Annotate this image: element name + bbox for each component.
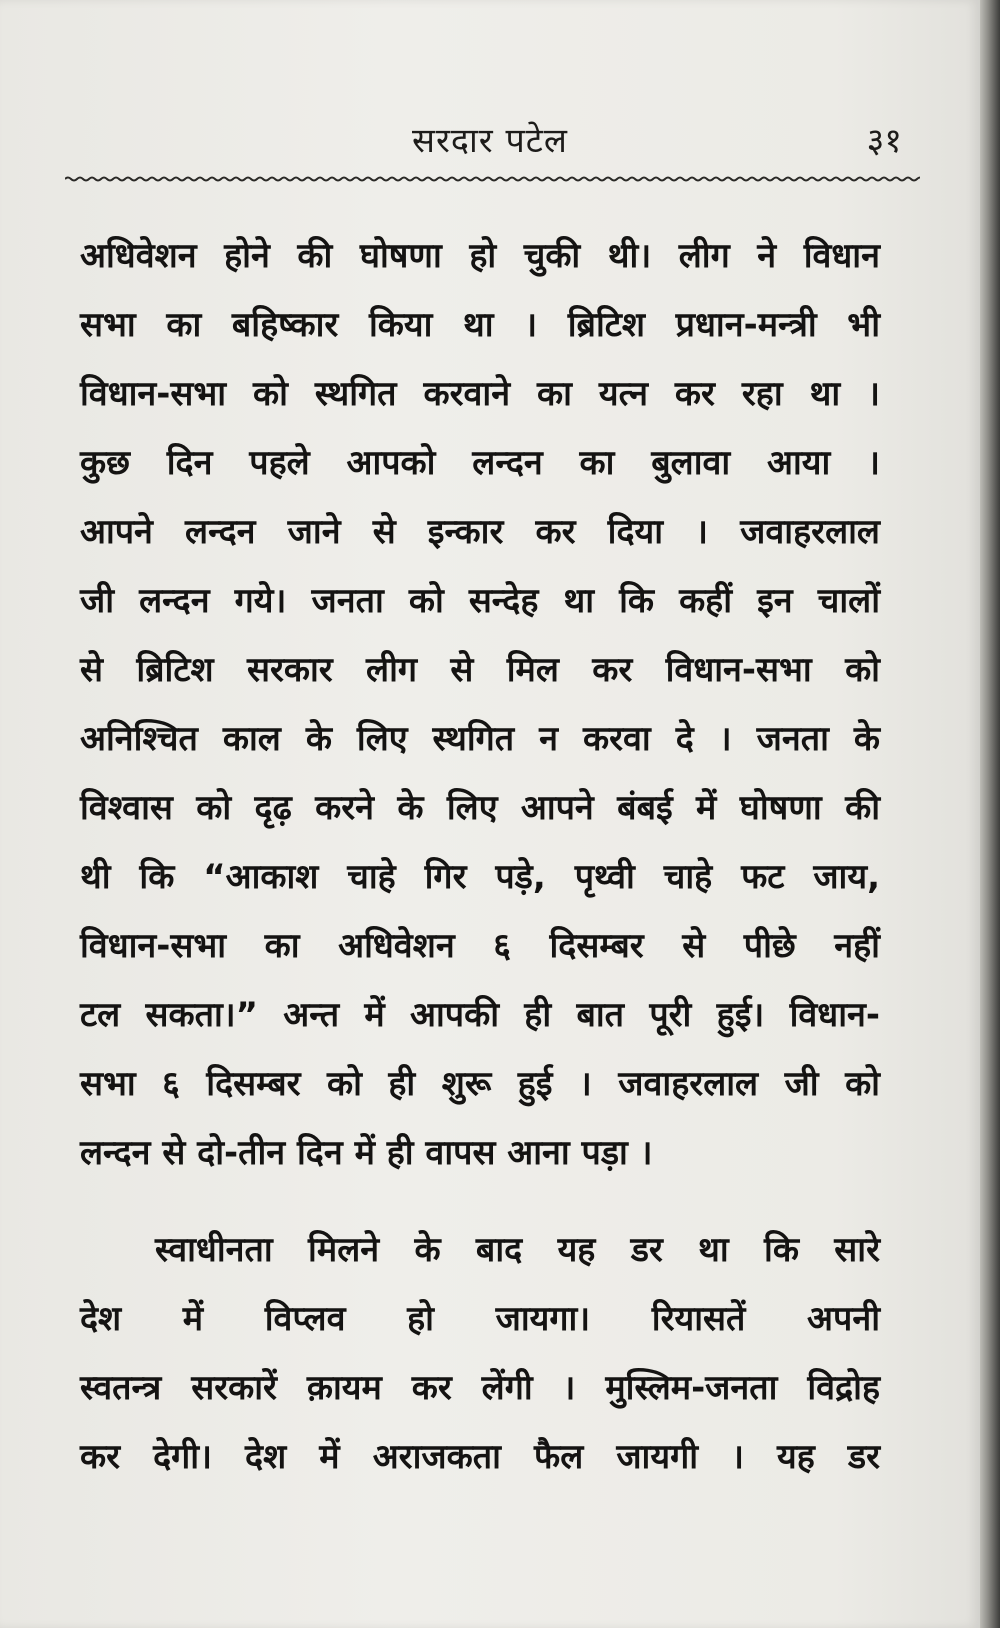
text-line: से ब्रिटिश सरकार लीग से मिल कर विधान-सभा को <box>80 650 880 690</box>
text-line: अनिश्चित काल के लिए स्थगित न करवा दे । जनता के <box>80 719 880 759</box>
text-line: सभा ६ दिसम्बर को ही शुरू हुई । जवाहरलाल जी को <box>80 1064 880 1104</box>
text-line: जी लन्दन गये। जनता को सन्देह था कि कहीं इन चालों <box>80 581 880 621</box>
page-body <box>80 222 880 1492</box>
text-line: कर देगी। देश में अराजकता फैल जायगी । यह डर <box>80 1437 880 1477</box>
text-line: थी कि “आकाश चाहे गिर पड़े, पृथ्वी चाहे फट जाय, <box>80 857 880 897</box>
paragraph-2 <box>80 1216 880 1492</box>
text-line: आपने लन्दन जाने से इन्कार कर दिया । जवाहरलाल <box>80 512 880 552</box>
text-line: सभा का बहिष्कार किया था । ब्रिटिश प्रधान-मन्त्री भी <box>80 305 880 345</box>
running-title: सरदार पटेल <box>412 121 568 161</box>
text-line: विश्वास को दृढ़ करने के लिए आपने बंबई में घोषणा की <box>80 788 880 828</box>
text-line: लन्दन से दो-तीन दिन में ही वापस आना पड़ा । <box>80 1133 653 1173</box>
paragraph-1 <box>80 222 880 1188</box>
page-edge-shadow <box>980 0 1000 1628</box>
text-line: कुछ दिन पहले आपको लन्दन का बुलावा आया । <box>80 443 880 483</box>
text-line: स्वाधीनता मिलने के बाद यह डर था कि सारे <box>155 1230 880 1270</box>
text-line: विधान-सभा को स्थगित करवाने का यत्न कर रहा था । <box>80 374 880 414</box>
wavy-divider <box>65 172 920 186</box>
text-line: टल सकता।” अन्त में आपकी ही बात पूरी हुई। विधान- <box>80 995 880 1035</box>
page-number: ३१ <box>866 121 902 161</box>
text-line: स्वतन्त्र सरकारें क़ायम कर लेंगी । मुस्लिम-जनता विद्रोह <box>80 1368 880 1408</box>
paragraph-gap <box>80 1188 880 1216</box>
text-line: विधान-सभा का अधिवेशन ६ दिसम्बर से पीछे नहीं <box>80 926 880 966</box>
text-line: अधिवेशन होने की घोषणा हो चुकी थी। लीग ने विधान <box>80 236 880 276</box>
page-header <box>60 110 920 170</box>
text-line: देश में विप्लव हो जायगा। रियासतें अपनी <box>80 1299 880 1339</box>
